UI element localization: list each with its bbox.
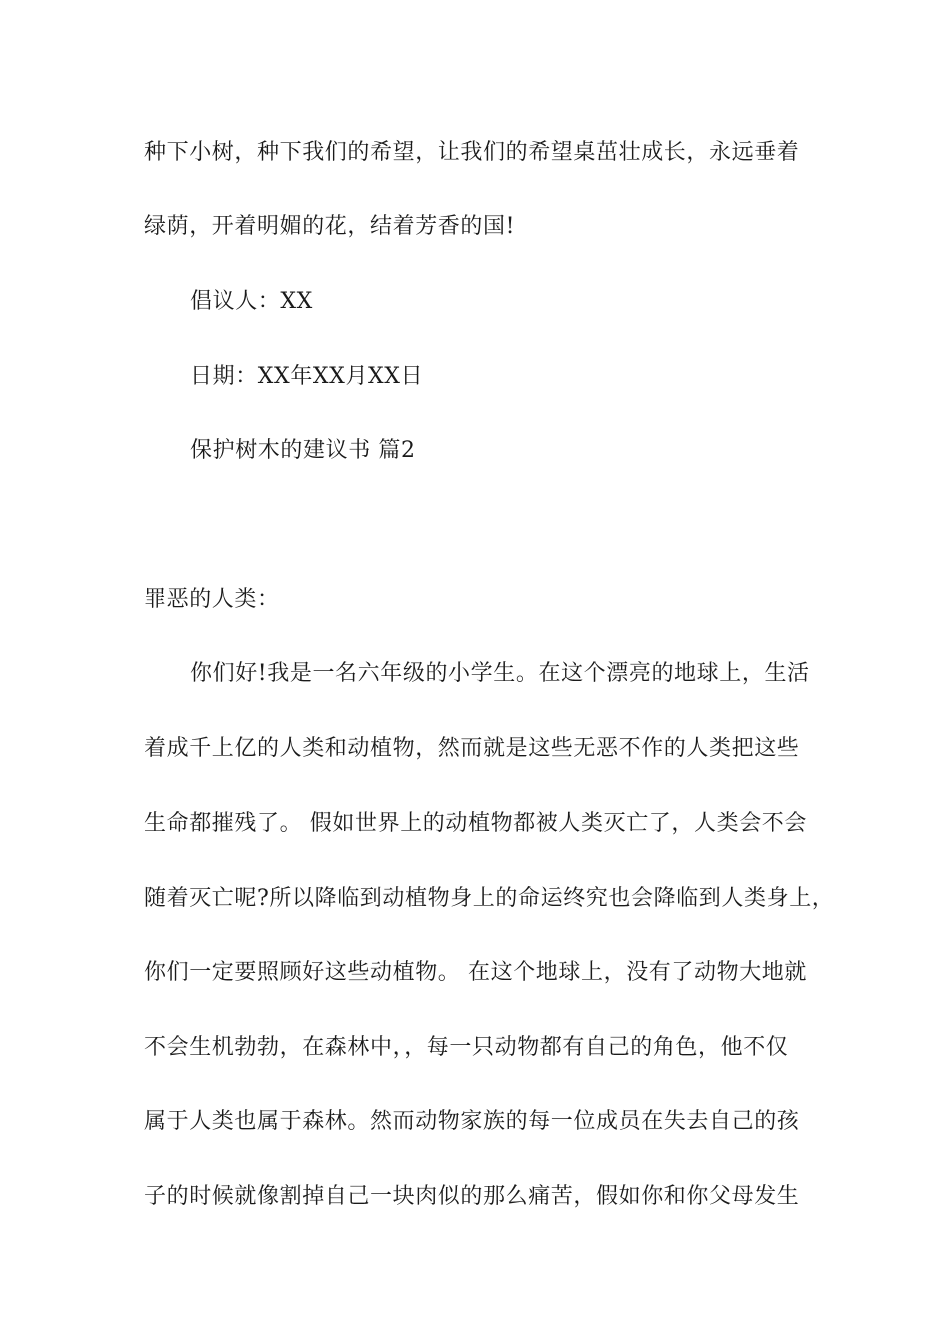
paragraph-line: 生命都摧残了。 假如世界上的动植物都被人类灭亡了，人类会不会	[144, 811, 807, 836]
salutation: 罪恶的人类：	[144, 587, 280, 612]
paragraph-line: 不会生机勃勃，在森林中，，每一只动物都有自己的角色，他不仅	[144, 1035, 789, 1060]
paragraph-line: 种下小树，种下我们的希望，让我们的希望桌茁壮成长，永远垂着	[144, 140, 800, 165]
paragraph-line: 你们一定要照顾好这些动植物。 在这个地球上，没有了动物大地就	[144, 960, 807, 985]
paragraph-line: 你们好!我是一名六年级的小学生。在这个漂亮的地球上，生活	[190, 661, 810, 686]
paragraph-line: 绿荫，开着明媚的花，结着芳香的国!	[144, 214, 516, 239]
paragraph-line: 着成千上亿的人类和动植物，然而就是这些无恶不作的人类把这些	[144, 736, 800, 761]
paragraph-line: 属于人类也属于森林。然而动物家族的每一位成员在失去自己的孩	[144, 1109, 800, 1134]
date-line: 日期：XX年XX月XX日	[190, 364, 424, 389]
paragraph-line: 随着灭亡呢?所以降临到动植物身上的命运终究也会降临到人类身上，	[144, 886, 835, 911]
paragraph-line: 子的时候就像割掉自己一块肉似的那么痛苦，假如你和你父母发生	[144, 1184, 800, 1209]
section-title: 保护树木的建议书 篇2	[190, 438, 416, 463]
initiator-line: 倡议人：XX	[190, 289, 313, 314]
